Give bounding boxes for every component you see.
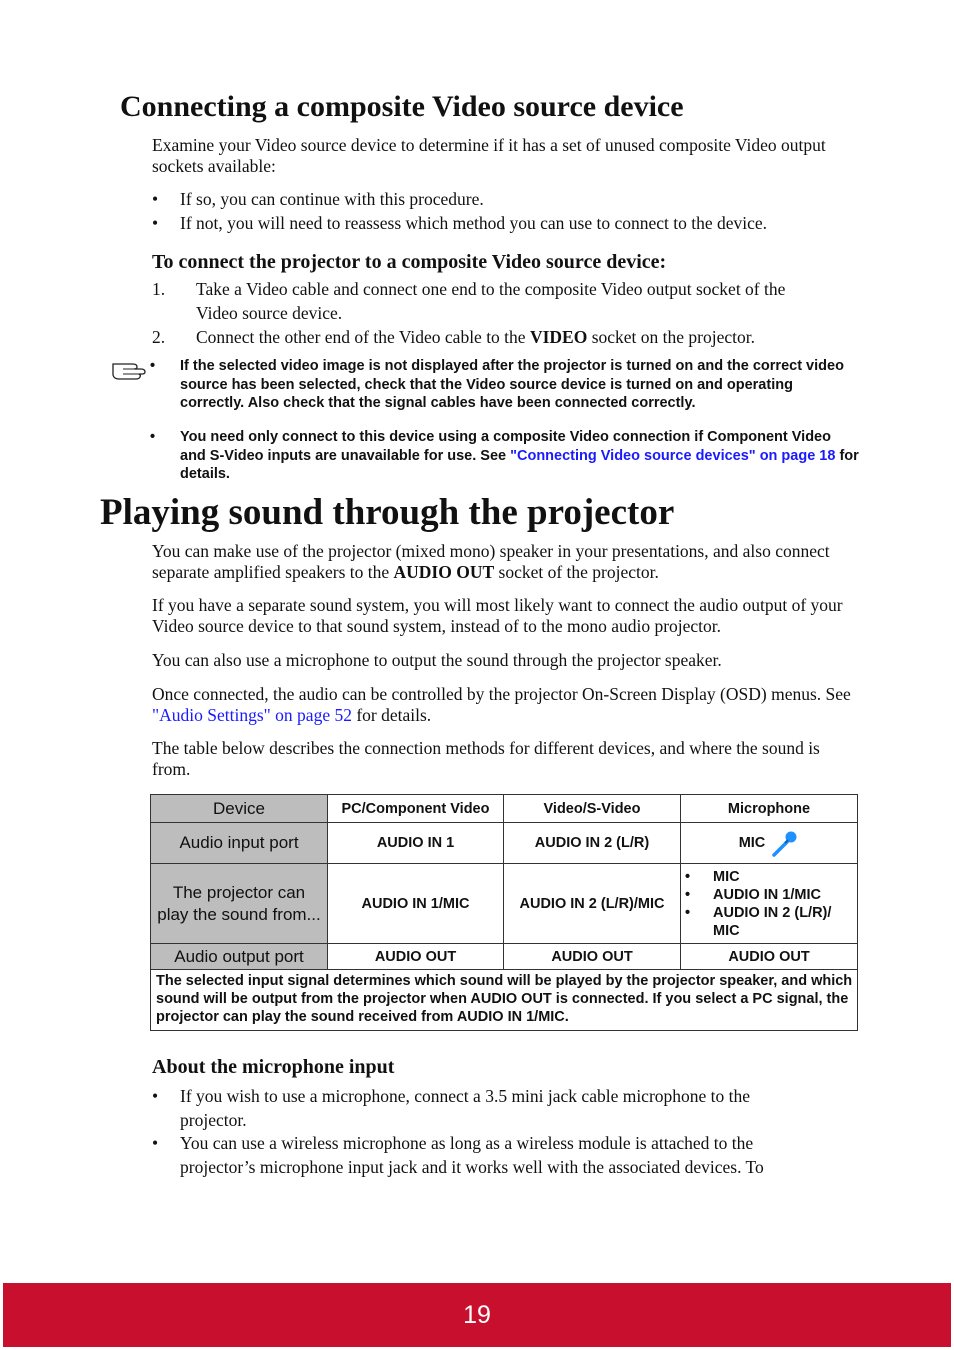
table-cell: AUDIO IN 2 (L/R)/MIC — [504, 864, 681, 944]
microphone-icon — [771, 829, 799, 857]
section-title-microphone: About the microphone input — [152, 1056, 395, 1078]
table-header-row — [151, 795, 858, 823]
table-footnote-row — [151, 970, 858, 1031]
list-item: • AUDIO IN 2 (L/R)/ MIC — [685, 904, 853, 940]
sound-para-1: You can make use of the projector (mixed mono) speaker in your presentations, and also connect separate amplified speakers to the AUDIO OUT socket of the projector. — [152, 541, 830, 582]
sound-para-5: The table below describes the connection methods for different devices, and where the sound is from. — [152, 738, 820, 779]
table-cell: AUDIO OUT — [328, 944, 504, 970]
section-title-composite: Connecting a composite Video source device — [120, 90, 684, 123]
table-header-pc: PC/Component Video — [328, 795, 504, 823]
audio-connection-table — [150, 794, 858, 1031]
page-number: 19 — [463, 1301, 491, 1329]
table-cell: AUDIO OUT — [504, 944, 681, 970]
list-item: • MIC — [685, 868, 853, 886]
table-cell: AUDIO IN 2 (L/R) — [504, 823, 681, 864]
row-label-audio-output: Audio output port — [151, 944, 328, 970]
table-cell: AUDIO IN 1 — [328, 823, 504, 864]
table-row — [151, 944, 858, 970]
sound-para-2: If you have a separate sound system, you will most likely want to connect the audio output of your Video source device to that sound system, instead of to the mono audio projector. — [152, 595, 843, 636]
row-label-audio-input: Audio input port — [151, 823, 328, 864]
table-row — [151, 864, 858, 944]
procedure-title: To connect the projector to a composite Video source device: — [152, 251, 667, 273]
table-cell: AUDIO IN 1/MIC — [328, 864, 504, 944]
link-audio-settings[interactable]: "Audio Settings" on page 52 — [152, 705, 352, 725]
footer-bar — [3, 1283, 951, 1347]
table-footnote: The selected input signal determines which sound will be played by the projector speaker, and which sound will be output from the projector when AUDIO OUT is connected. If you select a PC signal, the projector can play the sound received from AUDIO IN 1/MIC. — [151, 970, 858, 1031]
note-2: • You need only connect to this device using a composite Video connection if Component Video and S-Video inputs are unavailable for use. See "Connecting Video source devices" on page 18 for details. — [150, 429, 859, 482]
table-header-microphone: Microphone — [681, 795, 858, 823]
composite-intro: Examine your Video source device to determine if it has a set of unused composite Video output sockets available: — [152, 135, 826, 176]
table-cell: AUDIO OUT — [681, 944, 858, 970]
row-label-play-sound: The projector can play the sound from... — [151, 864, 328, 944]
table-cell-mic: MIC — [681, 823, 858, 864]
table-header-video: Video/S-Video — [504, 795, 681, 823]
section-title-playing-sound: Playing sound through the projector — [100, 492, 675, 533]
table-cell-mic-list — [681, 864, 858, 944]
table-row — [151, 823, 858, 864]
table-header-device: Device — [151, 795, 328, 823]
note-1: • If the selected video image is not displayed after the projector is turned on and the correct video source has been selected, check that the Video source device is turned on and operating correctly. Also check that the signal cables have been connected correctly. — [150, 358, 844, 411]
sound-para-4: Once connected, the audio can be controlled by the projector On-Screen Display (OSD) menus. See "Audio Settings" on page 52 for details. — [152, 684, 851, 725]
sound-para-3: You can also use a microphone to output the sound through the projector speaker. — [152, 650, 722, 670]
pointing-hand-icon — [111, 358, 149, 380]
list-item: • AUDIO IN 1/MIC — [685, 886, 853, 904]
link-connecting-video-sources[interactable]: "Connecting Video source devices" on page 18 — [510, 447, 836, 464]
